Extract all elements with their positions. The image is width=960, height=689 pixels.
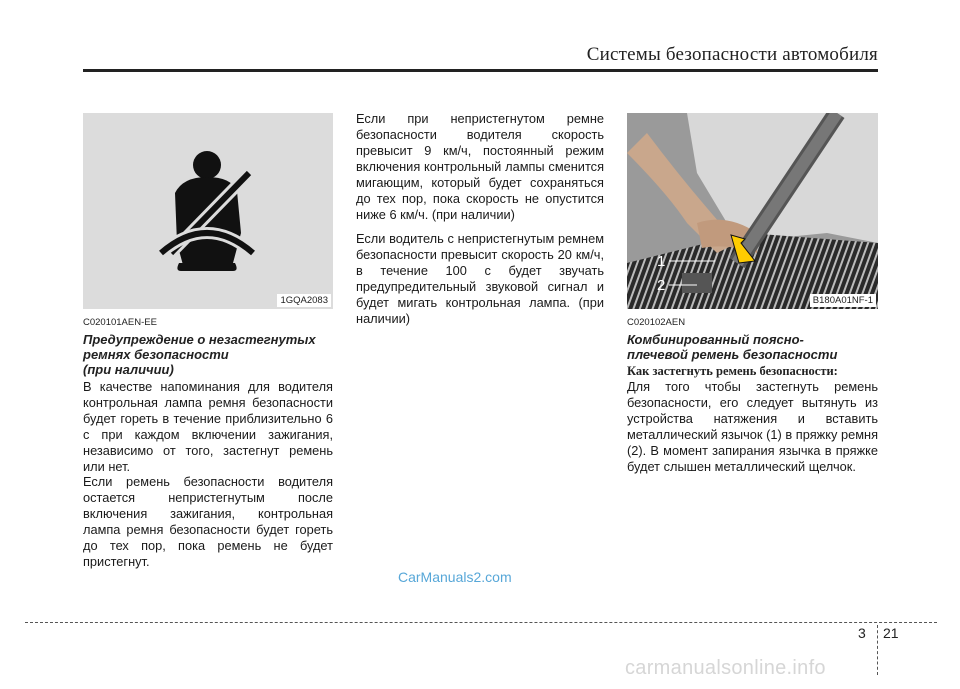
paragraph: Для того чтобы застегнуть ремень безопасности, его следует вытянуть из устройства натяжения и вставить металлический язычок (1) в пряжку ремня (2). В момент запирания язычка в пряжке будет слышен металлический щелчок. bbox=[627, 379, 878, 474]
figure-callout-2: 2 bbox=[657, 277, 666, 294]
seatbelt-warning-figure bbox=[83, 113, 333, 309]
page-separator bbox=[877, 625, 878, 675]
heading-line: ремнях безопасности bbox=[83, 347, 229, 362]
page-number: 21 bbox=[883, 625, 899, 641]
section-heading bbox=[83, 332, 343, 377]
figure-code: B180A01NF-1 bbox=[810, 294, 876, 307]
heading-line: (при наличии) bbox=[83, 362, 174, 377]
subheading: Как застегнуть ремень безопасности: bbox=[627, 364, 838, 378]
paragraph: Если водитель с непристегнутым ремнем безопасности превысит скорость 20 км/ч, в течение 100 с будет звучать предупредительный звуковой сигнал и будет мигать контрольная лампа. (при наличии) bbox=[356, 231, 604, 326]
header-rule bbox=[83, 69, 878, 72]
footer-site-link[interactable]: carmanualsonline.info bbox=[625, 657, 826, 679]
section-heading bbox=[627, 332, 887, 362]
seatbelt-fastening-figure bbox=[627, 113, 878, 309]
figure-code: 1GQA2083 bbox=[277, 294, 331, 307]
heading-line: Предупреждение о незастегнутых bbox=[83, 332, 316, 347]
heading-line: Комбинированный поясно- bbox=[627, 332, 804, 347]
watermark[interactable]: CarManuals2.com bbox=[398, 569, 512, 585]
seatbelt-warning-icon bbox=[83, 113, 333, 309]
footer-rule bbox=[25, 622, 937, 623]
page-header-title: Системы безопасности автомобиля bbox=[586, 44, 878, 65]
ref-code: C020102AEN bbox=[627, 317, 686, 328]
section-number: 3 bbox=[858, 625, 866, 641]
paragraph: Если ремень безопасности водителя остается непристегнутым после включения зажигания, контрольная лампа ремня безопасности будет гореть до тех пор, пока ремень не будет пристегнут. bbox=[83, 474, 333, 569]
paragraph: Если при непристегнутом ремне безопасности водителя скорость превысит 9 км/ч, постоянный режим включения контрольный лампы сменится мигающим, который будет сохраняться до тех пор, пока скорость не опустится ниже 6 км/ч. (при наличии) bbox=[356, 111, 604, 222]
seatbelt-photo bbox=[627, 113, 878, 309]
ref-code: C020101AEN-EE bbox=[83, 317, 157, 328]
figure-callout-1: 1 bbox=[657, 253, 666, 270]
heading-line: плечевой ремень безопасности bbox=[627, 347, 838, 362]
paragraph: В качестве напоминания для водителя контрольная лампа ремня безопасности будет гореть в течение приблизительно 6 с при каждом включении зажигания, независимо от того, застегнут ремень или нет. bbox=[83, 379, 333, 474]
